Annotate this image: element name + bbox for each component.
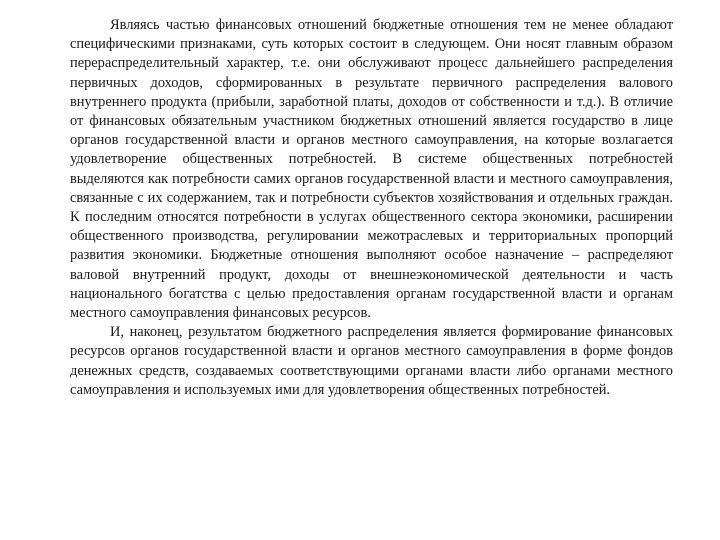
paragraph-2: И, наконец, результатом бюджетного распределения является формирование финансовых ресурсов органов государственной власти и органов местного самоуправления в форме фондов денежных средств, создаваемых соответствующими органами власти либо органами местного самоуправления и используемых ими для удовлетворения общественных потребностей. xyxy=(70,324,673,398)
paragraph-1: Являясь частью финансовых отношений бюджетные отношения тем не менее обладают специфическими признаками, суть которых состоит в следующем. Они носят главным образом перераспределительный характер, т.е. они обслуживают процесс дальнейшего распределения первичных доходов, сформированных в результате первичного распределения валового внутреннего продукта (прибыли, заработной платы, доходов от собственности и т.д.). В отличие от финансовых обязательным участником бюджетных отношений является государство в лице органов государственной власти и органов местного самоуправления, на которые возлагается удовлетворение общественных потребностей. В системе общественных потребностей выделяются как потребности самих органов государственной власти и местного самоуправления, связанные с их содержанием, так и потребности субъектов хозяйствования и отдельных граждан. К последним относятся потребности в услугах общественного сектора экономики, расширении общественного производства, регулировании межотраслевых и территориальных пропорций развития экономики. Бюджетные отношения выполняют особое назначение – распределяют валовой внутренний продукт, доходы от внешнеэкономической деятельности и часть национального богатства с целью предоставления органам государственной власти и органам местного самоуправления финансовых ресурсов. xyxy=(70,17,673,322)
document-body xyxy=(70,16,673,400)
